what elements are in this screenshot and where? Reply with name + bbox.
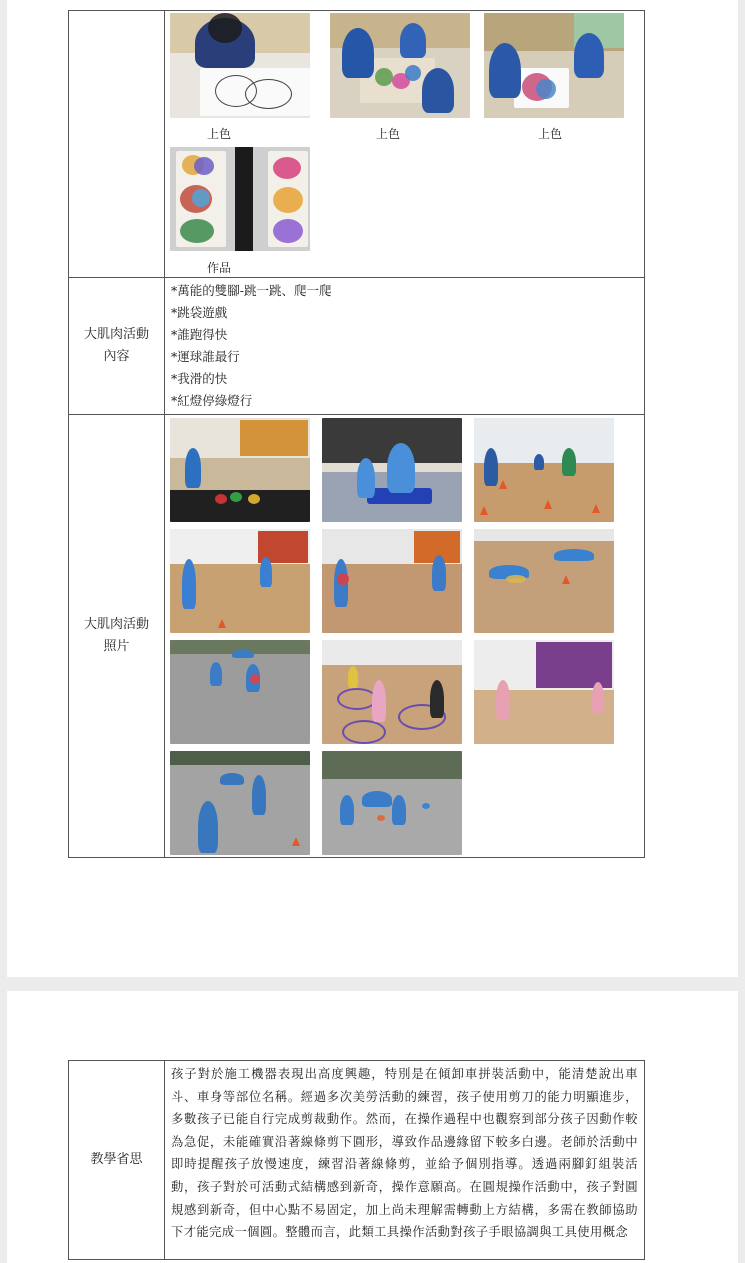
- artwork-caption: 上色: [375, 127, 400, 141]
- photo-children-coloring-table: [330, 13, 470, 118]
- gross-motor-content-label: [69, 278, 165, 415]
- artwork-label-cell: [69, 11, 165, 278]
- photo-child-coloring: [170, 13, 310, 118]
- label-line: 大肌肉活動: [83, 617, 149, 632]
- photo-finished-artworks: [170, 147, 310, 251]
- photo-indoor-jump-bag: [322, 418, 462, 522]
- list-item: *運球誰最行: [171, 349, 240, 364]
- list-item: *我滑的快: [171, 371, 228, 386]
- gross-motor-photos-cell: [165, 415, 645, 858]
- artwork-photos-cell: [165, 11, 645, 278]
- photo-indoor-hoops: [322, 640, 462, 744]
- artwork-caption: 上色: [206, 127, 231, 141]
- list-item: *誰跑得快: [171, 327, 228, 342]
- label-line: 內容: [103, 349, 130, 364]
- document-page-2: [7, 991, 738, 1263]
- reflection-row: [69, 1061, 645, 1260]
- label-line: 照片: [103, 639, 130, 654]
- activity-table: [68, 10, 645, 858]
- photo-indoor-ball: [322, 529, 462, 633]
- reflection-text: 孩子對於施工機器表現出高度興趣，特別是在傾卸車拼裝活動中，能清楚說出車斗、車身等部位名稱。經過多次美勞活動的練習，孩子使用剪刀的能力明顯進步，多數孩子已能自行完成剪裁動作。然而，在操作過程中也觀察到部分孩子因動作較為急促，未能確實沿著線條剪下圓形，導致作品邊緣留下較多白邊。老師於活動中即時提醒孩子放慢速度，練習沿著線條剪，並給予個別指導。透過兩腳釘組裝活動，孩子對於可活動式結構感到新奇，操作意願高。在圓規操作活動中，孩子對圓規感到新奇，但中心點不易固定，加上尚未理解需轉動上方結構，多需在教師協助下才能完成一個圓。整體而言，此類工具操作活動對孩子手眼協調與工具使用概念: [165, 1061, 645, 1260]
- label-line: 大肌肉活動: [83, 327, 149, 342]
- reflection-table: [68, 1060, 645, 1260]
- list-item: *跳袋遊戲: [171, 305, 228, 320]
- document-page-1: [7, 0, 738, 977]
- list-item: *紅燈停綠燈行: [171, 393, 253, 408]
- gross-motor-content-row: [69, 278, 645, 415]
- photo-indoor-cones: [474, 418, 614, 522]
- artwork-row: [69, 11, 645, 278]
- photo-indoor-red-light: [474, 640, 614, 744]
- gross-motor-photos-label: [69, 415, 165, 858]
- photo-children-coloring-table: [484, 13, 624, 118]
- artwork-caption: 作品: [206, 261, 231, 275]
- photo-outdoor-running: [170, 751, 310, 855]
- photo-outdoor-ball: [170, 640, 310, 744]
- photo-indoor-mat-blocks: [170, 418, 310, 522]
- photo-indoor-running: [170, 529, 310, 633]
- gross-motor-photos-row: [69, 415, 645, 858]
- photo-indoor-scooter-board: [474, 529, 614, 633]
- list-item: *萬能的雙腳-跳一跳、爬一爬: [171, 283, 332, 298]
- gross-motor-content-list: [165, 278, 645, 415]
- reflection-label: 教學省思: [69, 1061, 165, 1260]
- artwork-caption: 上色: [537, 127, 562, 141]
- photo-outdoor-group: [322, 751, 462, 855]
